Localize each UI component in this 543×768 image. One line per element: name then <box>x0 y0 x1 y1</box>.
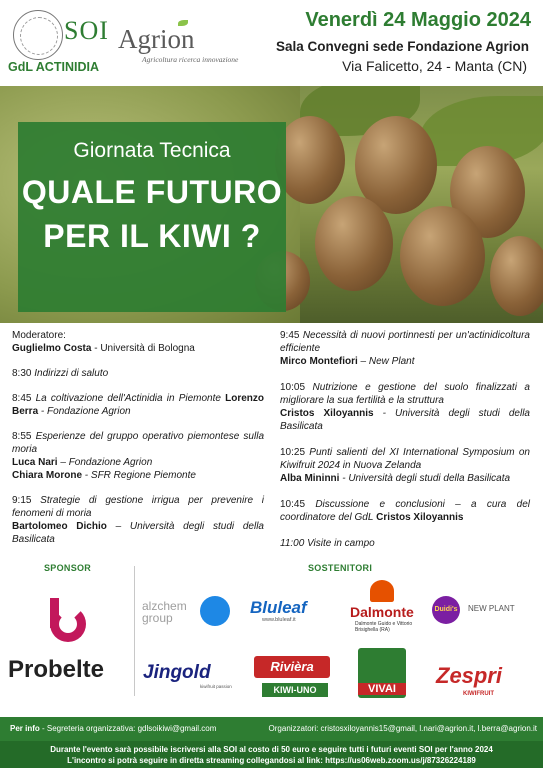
footer-notes <box>0 741 543 768</box>
kiwiuno-logo: KIWI-UNO <box>262 683 328 697</box>
speaker-affiliation: - Università degli studi della Basilicata <box>280 408 530 432</box>
item-time: 9:45 <box>280 330 303 341</box>
bluleaf-url: www.bluleaf.it <box>262 617 296 623</box>
speaker-affiliation: – New Plant <box>357 356 415 367</box>
program-item <box>12 392 264 418</box>
event-date: Venerdì 24 Maggio 2024 <box>305 9 531 31</box>
program-item <box>280 329 530 368</box>
speaker-affiliation: – Fondazione Agrion <box>57 457 153 468</box>
dalmonte-logo: Dalmonte <box>350 604 414 620</box>
speaker-name: Alba Mininni <box>280 473 340 484</box>
speaker-name: Bartolomeo Dichio <box>12 521 107 532</box>
program-item-moderator <box>12 329 264 355</box>
item-title: Strategie di gestione irrigua per prevenire i fenomeni di moria <box>12 495 265 519</box>
dalmonte-subtitle: Dalmonte Guido e Vittorio Brisighella (RA) <box>355 621 413 633</box>
bluleaf-logo: Bluleaf <box>250 598 307 617</box>
program-right-column <box>280 329 530 563</box>
sponsor-divider <box>134 566 135 696</box>
soi-seal-logo <box>13 10 63 60</box>
jingold-logo: Jingold <box>143 662 211 683</box>
event-title-line2: PER IL KIWI ? <box>43 218 261 254</box>
speaker-name: Mirco Montefiori <box>280 356 358 367</box>
sponsor-heading: SPONSOR <box>44 563 92 573</box>
header <box>0 0 543 86</box>
item-time: 9:15 <box>12 495 41 506</box>
item-title: Punti salienti del XI International Symposium on Kiwifruit 2024 in Nuova Zelanda <box>280 447 530 471</box>
title-box <box>18 122 286 312</box>
item-time: 8:45 <box>12 393 36 404</box>
newplant-logo: NEW PLANT <box>468 604 515 613</box>
program-item <box>280 537 530 550</box>
program-item <box>280 498 530 524</box>
item-time: 8:55 <box>12 431 36 442</box>
gdl-label: GdL ACTINIDIA <box>8 60 99 74</box>
organizers-contact[interactable]: Organizzatori: cristosxiloyannis15@gmail, l.nari@agrion.it, l.berra@agrion.it <box>268 724 537 733</box>
riviera-logo: Rivièra <box>254 656 330 678</box>
item-title: La coltivazione dell'Actinidia in Piemonte <box>35 393 221 404</box>
program-item <box>280 381 530 433</box>
event-subtitle: Giornata Tecnica <box>73 139 231 162</box>
kiwi-fruit <box>315 196 393 291</box>
event-title-line1: QUALE FUTURO <box>21 174 283 210</box>
program-item <box>12 430 264 482</box>
kiwi-fruit <box>400 206 485 306</box>
alzchem-icon <box>200 596 230 626</box>
info-label: Per info <box>10 724 40 733</box>
soi-registration-note: Durante l'evento sarà possibile iscriversi alla SOI al costo di 50 euro e seguire tutti i futuri eventi SOI per l'anno 2024 <box>50 745 493 754</box>
speaker-affiliation: - Fondazione Agrion <box>38 406 131 417</box>
sostenitori-heading: SOSTENITORI <box>308 563 373 573</box>
moderator-name: Guglielmo Costa <box>12 343 92 354</box>
alzchem-logo: alzchem group <box>142 599 187 625</box>
duidis-logo: Duidi's <box>432 596 460 624</box>
jingold-tagline: kiwifruit passion <box>200 684 232 689</box>
speaker-affiliation: - Università degli studi della Basilicata <box>339 473 511 484</box>
item-time: 10:05 <box>280 382 313 393</box>
agrion-tagline: Agricoltura ricerca innovazione <box>142 55 239 64</box>
item-title: Esperienze del gruppo operativo piemontese sulla moria <box>12 431 264 455</box>
item-time: 11:00 <box>280 538 308 549</box>
speaker-name: Cristos Xiloyannis <box>373 512 464 523</box>
probelte-logo-icon <box>48 598 88 650</box>
streaming-link[interactable]: L'incontro si potrà seguire in diretta streaming collegandosi al link: https://us06web.zoom.us/j/87326224189 <box>67 756 476 765</box>
info-contact <box>10 724 216 733</box>
zespri-logo: Zespri <box>436 663 503 688</box>
item-title: Visite in campo <box>307 538 375 549</box>
kiwi-fruit <box>490 236 543 316</box>
event-address: Via Falicetto, 24 - Manta (CN) <box>342 58 527 74</box>
item-title: Indirizzi di saluto <box>34 368 109 379</box>
program-item <box>12 494 264 546</box>
agrion-logo: Agrion <box>118 24 195 54</box>
program-item <box>280 446 530 485</box>
hero-banner <box>0 86 543 323</box>
program-item <box>12 367 264 380</box>
item-time: 10:25 <box>280 447 310 458</box>
speaker-affiliation: - SFR Regione Piemonte <box>82 470 196 481</box>
item-title: Nutrizione e gestione del suolo finalizzati a migliorare la sua fertilità e la struttura <box>280 382 530 406</box>
salvi-vivai-logo: VIVAI <box>358 683 406 695</box>
zespri-subtitle: KIWIFRUIT <box>463 691 494 697</box>
speaker-name: Cristos Xiloyannis <box>280 408 374 419</box>
item-title: Discussione e conclusioni – a cura del coordinatore del GdL <box>280 499 530 523</box>
probelte-logo: Probelte <box>8 656 105 683</box>
footer-contacts <box>0 717 543 741</box>
moderator-label: Moderatore: <box>12 330 66 341</box>
event-venue: Sala Convegni sede Fondazione Agrion <box>275 39 529 54</box>
speaker-affiliation: – Università degli studi della Basilicata <box>12 521 264 545</box>
item-time: 8:30 <box>12 368 35 379</box>
program-left-column <box>12 329 264 558</box>
soi-logo-text: SOI <box>64 16 109 45</box>
moderator-affiliation: - Università di Bologna <box>91 343 195 354</box>
item-title: Necessità di nuovi portinnesti per un'actinidicoltura efficiente <box>280 330 530 354</box>
speaker-name: Lorenzo Berra <box>12 393 264 417</box>
item-time: 10:45 <box>280 499 316 510</box>
info-email[interactable]: - Segreteria organizzativa: gdlsoikiwi@gmail.com <box>39 724 217 733</box>
speaker-name: Chiara Morone <box>12 470 83 481</box>
dalmonte-tree-icon <box>370 580 394 602</box>
speaker-name: Luca Nari <box>12 457 58 468</box>
